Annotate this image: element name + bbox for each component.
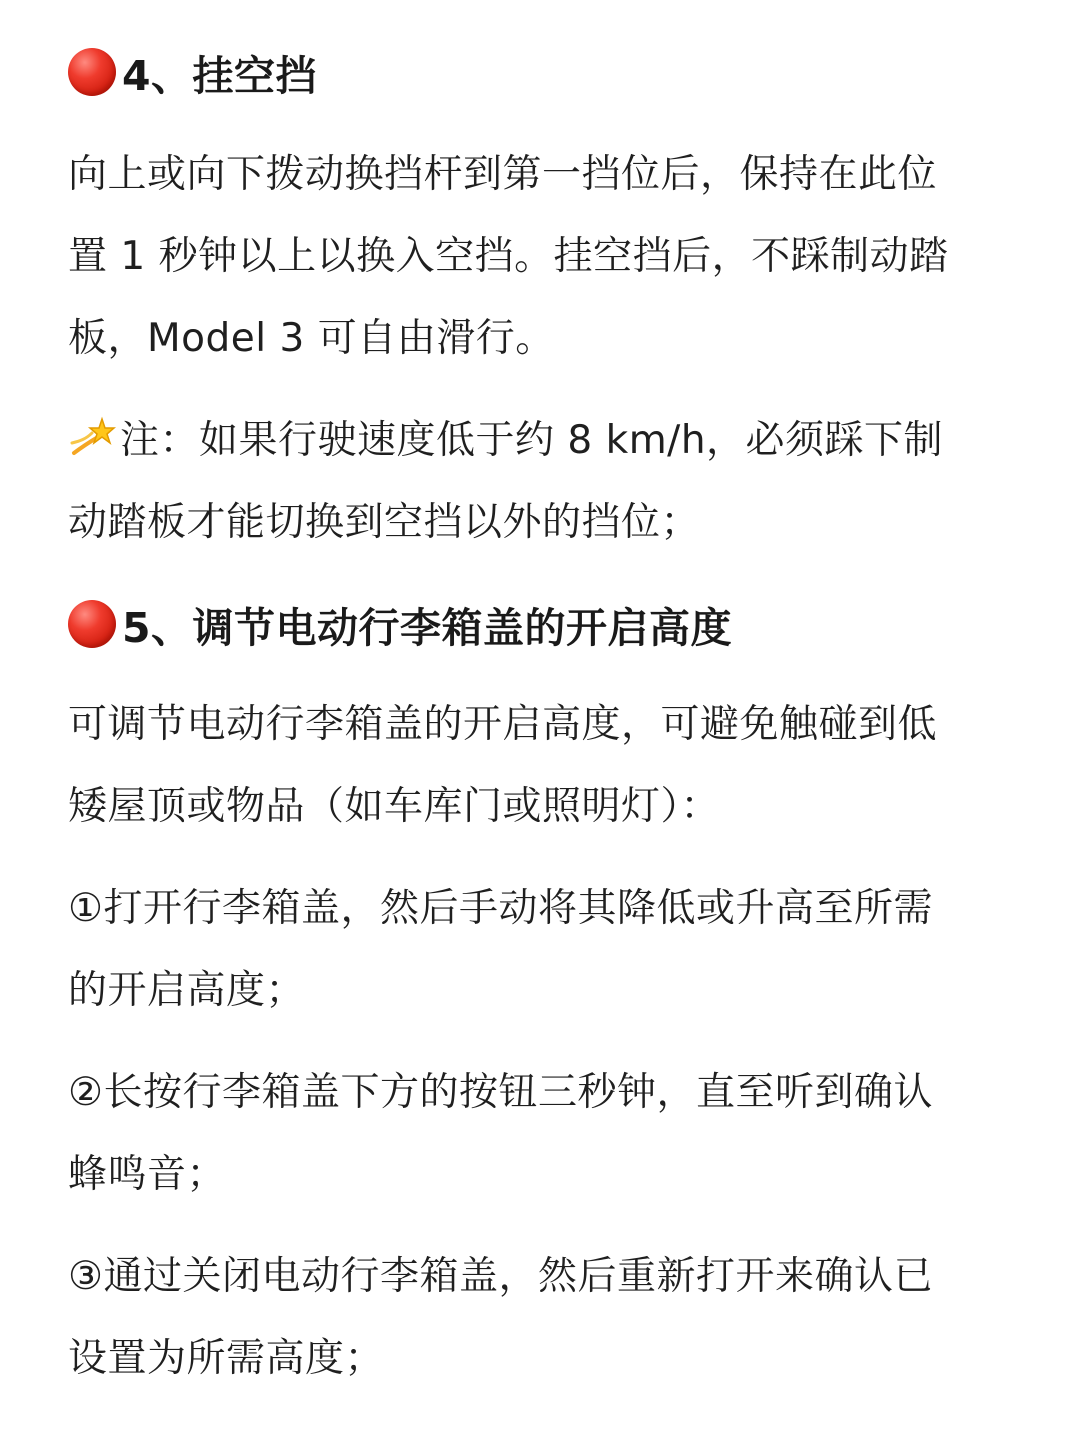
step-1 — [68, 868, 1008, 1032]
step-line: ③通过关闭电动行李箱盖，然后重新打开来确认已 — [68, 1254, 933, 1299]
step-line: ①打开行李箱盖，然后手动将其降低或升高至所需 — [68, 886, 933, 931]
note-paragraph — [68, 400, 1008, 564]
paragraph-line: 可调节电动行李箱盖的开启高度，可避免触碰到低 — [68, 702, 938, 747]
note-text: 注：如果行驶速度低于约 8 km/h，必须踩下制 — [120, 418, 944, 463]
section-4-paragraph — [68, 134, 1008, 380]
red-circle-icon — [68, 48, 116, 96]
step-line: 蜂鸣音； — [68, 1152, 227, 1197]
section-5-intro — [68, 684, 1008, 848]
paragraph-line: 置 1 秒钟以上以换入空挡。挂空挡后，不踩制动踏 — [68, 234, 949, 279]
dizzy-star-icon — [68, 413, 116, 461]
note-line: 动踏板才能切换到空挡以外的挡位； — [68, 500, 701, 545]
section-5-heading — [68, 594, 1008, 654]
step-3 — [68, 1236, 1008, 1400]
red-circle-icon — [68, 600, 116, 648]
step-2 — [68, 1052, 1008, 1216]
step-line: ②长按行李箱盖下方的按钮三秒钟，直至听到确认 — [68, 1070, 933, 1115]
paragraph-line: 板，Model 3 可自由滑行。 — [68, 316, 555, 361]
note-line — [68, 400, 1008, 482]
section-4-title: 4、挂空挡 — [122, 51, 318, 100]
step-line: 的开启高度； — [68, 968, 306, 1013]
paragraph-line: 矮屋顶或物品（如车库门或照明灯）： — [68, 784, 721, 829]
section-5-title: 5、调节电动行李箱盖的开启高度 — [122, 603, 733, 652]
section-4-heading — [68, 42, 1008, 102]
paragraph-line: 向上或向下拨动换挡杆到第一挡位后，保持在此位 — [68, 152, 938, 197]
step-line: 设置为所需高度； — [68, 1336, 385, 1381]
